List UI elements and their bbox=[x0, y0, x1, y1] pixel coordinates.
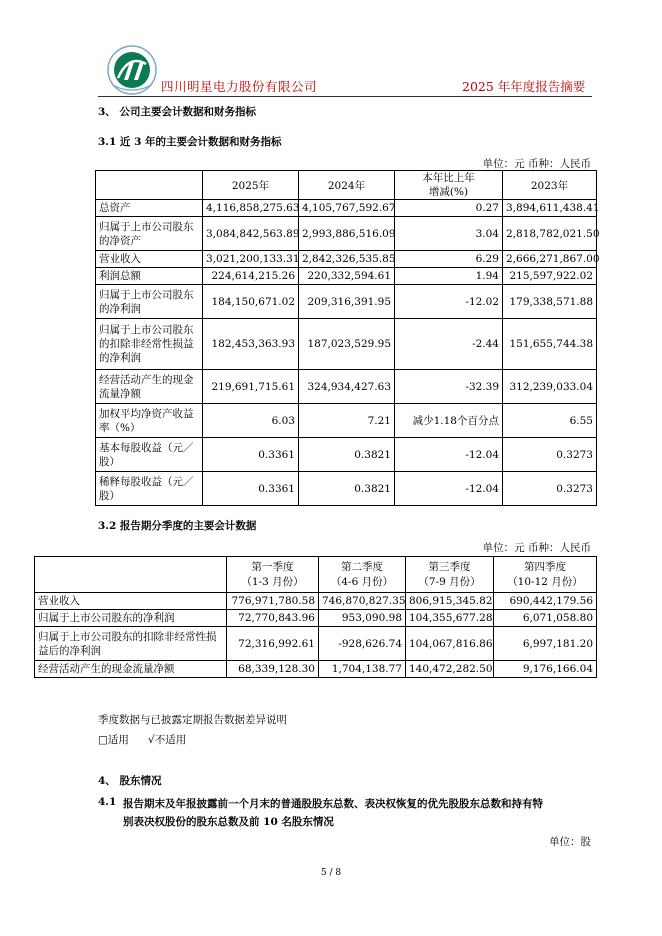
value-cell: 3.04 bbox=[395, 217, 503, 251]
row-label: 营业收入 bbox=[35, 593, 227, 610]
value-cell: -2.44 bbox=[395, 319, 503, 370]
table2-header-cell bbox=[319, 557, 406, 593]
table1-header-cell: 2023年 bbox=[503, 171, 597, 200]
value-cell: 215,597,922.02 bbox=[503, 268, 597, 285]
table2-row bbox=[35, 661, 597, 678]
quarter-months: （10-12 月份） bbox=[507, 575, 583, 588]
table1-row bbox=[96, 285, 597, 319]
value-cell: 209,316,391.95 bbox=[299, 285, 395, 319]
quarter-months: （7-9 月份） bbox=[418, 575, 481, 588]
quarter-months: （1-3 月份） bbox=[241, 575, 304, 588]
company-logo bbox=[104, 44, 160, 96]
row-label: 经营活动产生的现金流量净额 bbox=[96, 370, 203, 404]
quarterly-data-table bbox=[34, 556, 597, 678]
table2-unit-line: 单位：元 币种：人民币 bbox=[482, 542, 591, 554]
value-cell: 182,453,363.93 bbox=[203, 319, 299, 370]
value-cell: 220,332,594.61 bbox=[299, 268, 395, 285]
quarter-name: 第一季度 bbox=[251, 560, 294, 573]
value-cell: 0.3361 bbox=[203, 438, 299, 472]
table2-row bbox=[35, 593, 597, 610]
value-cell: 2,842,326,535.85 bbox=[299, 251, 395, 268]
table2-header-cell bbox=[227, 557, 319, 593]
section-3-2-title: 3.2 报告期分季度的主要会计数据 bbox=[98, 520, 257, 532]
discrepancy-note: 季度数据与已披露定期报告数据差异说明 bbox=[98, 714, 287, 726]
row-label: 总资产 bbox=[96, 200, 203, 217]
value-cell: 324,934,427.63 bbox=[299, 370, 395, 404]
value-cell: 2,818,782,021.50 bbox=[503, 217, 597, 251]
value-cell: 806,915,345.82 bbox=[406, 593, 494, 610]
section-3-title: 3、 公司主要会计数据和财务指标 bbox=[98, 106, 256, 118]
value-cell: 3,084,842,563.89 bbox=[203, 217, 299, 251]
value-cell: 72,770,843.96 bbox=[227, 610, 319, 627]
value-cell: 746,870,827.35 bbox=[319, 593, 406, 610]
table1-row bbox=[96, 438, 597, 472]
value-cell: 179,338,571.88 bbox=[503, 285, 597, 319]
value-cell: 6,997,181.20 bbox=[494, 627, 597, 661]
table1-row bbox=[96, 217, 597, 251]
table1-header-cell: 2025年 bbox=[203, 171, 299, 200]
value-cell: 184,150,671.02 bbox=[203, 285, 299, 319]
value-cell: 0.3273 bbox=[503, 438, 597, 472]
value-cell: 9,176,166.04 bbox=[494, 661, 597, 678]
quarter-months: （4-6 月份） bbox=[330, 575, 394, 588]
value-cell: -32.39 bbox=[395, 370, 503, 404]
section-3-1-title: 3.1 近 3 年的主要会计数据和财务指标 bbox=[98, 136, 282, 148]
table1-header-row bbox=[96, 171, 597, 200]
value-cell: 0.3821 bbox=[299, 438, 395, 472]
row-label: 归属于上市公司股东的扣除非经常性损益的净利润 bbox=[96, 319, 203, 370]
report-title: 2025 年年度报告摘要 bbox=[462, 79, 586, 94]
row-label: 归属于上市公司股东的净利润 bbox=[96, 285, 203, 319]
logo-emblem-icon bbox=[104, 44, 160, 96]
value-cell: 68,339,128.30 bbox=[227, 661, 319, 678]
value-cell: 151,655,744.38 bbox=[503, 319, 597, 370]
row-label: 稀释每股收益（元／股） bbox=[96, 472, 203, 506]
section-4-title: 4、 股东情况 bbox=[98, 775, 162, 787]
table2-row bbox=[35, 627, 597, 661]
table1-header-cell bbox=[96, 171, 203, 200]
value-cell: 6,071,058.80 bbox=[494, 610, 597, 627]
quarter-name: 第二季度 bbox=[341, 560, 383, 573]
table1-row bbox=[96, 319, 597, 370]
table1-header-cell: 2024年 bbox=[299, 171, 395, 200]
value-cell: 4,105,767,592.67 bbox=[299, 200, 395, 217]
value-cell: 953,090.98 bbox=[319, 610, 406, 627]
table1-header-cell: 本年比上年 增减(%) bbox=[395, 171, 503, 200]
table1-row bbox=[96, 404, 597, 438]
table1-row bbox=[96, 370, 597, 404]
header-divider bbox=[98, 96, 592, 97]
row-label: 利润总额 bbox=[96, 268, 203, 285]
option-not-applicable: √不适用 bbox=[148, 734, 187, 746]
value-cell: 1,704,138.77 bbox=[319, 661, 406, 678]
value-cell: 104,067,816.86 bbox=[406, 627, 494, 661]
company-name: 四川明星电力股份有限公司 bbox=[161, 79, 318, 94]
value-cell: 7.21 bbox=[299, 404, 395, 438]
value-cell: 4,116,858,275.63 bbox=[203, 200, 299, 217]
row-label: 基本每股收益（元／股） bbox=[96, 438, 203, 472]
table2-header-row bbox=[35, 557, 597, 593]
row-label: 归属于上市公司股东的净利润 bbox=[35, 610, 227, 627]
quarter-name: 第四季度 bbox=[524, 560, 566, 573]
value-cell: -12.04 bbox=[395, 472, 503, 506]
quarter-name: 第三季度 bbox=[428, 560, 471, 573]
value-cell: 0.3273 bbox=[503, 472, 597, 506]
value-cell: -12.04 bbox=[395, 438, 503, 472]
table2-header-cell bbox=[494, 557, 597, 593]
table1-row bbox=[96, 200, 597, 217]
value-cell: 2,993,886,516.09 bbox=[299, 217, 395, 251]
value-cell: 0.3361 bbox=[203, 472, 299, 506]
value-cell: 312,239,033.04 bbox=[503, 370, 597, 404]
value-cell: 187,023,529.95 bbox=[299, 319, 395, 370]
financial-indicators-table bbox=[95, 170, 600, 506]
value-cell: 3,021,200,133.31 bbox=[203, 251, 299, 268]
row-label: 归属于上市公司股东的净资产 bbox=[96, 217, 203, 251]
table2-row bbox=[35, 610, 597, 627]
value-cell: 3,894,611,438.41 bbox=[503, 200, 597, 217]
value-cell: 0.3821 bbox=[299, 472, 395, 506]
value-cell: 72,316,992.61 bbox=[227, 627, 319, 661]
value-cell: 219,691,715.61 bbox=[203, 370, 299, 404]
value-cell: 690,442,179.56 bbox=[494, 593, 597, 610]
value-cell: 6.03 bbox=[203, 404, 299, 438]
section-4-1-title-line2: 别表决权股份的股东总数及前 10 名股东情况 bbox=[123, 816, 334, 828]
table1-row bbox=[96, 472, 597, 506]
row-label: 归属于上市公司股东的扣除非经常性损益后的净利润 bbox=[35, 627, 227, 661]
value-cell: 776,971,780.58 bbox=[227, 593, 319, 610]
table2-header-cell bbox=[406, 557, 494, 593]
section-4-1-number: 4.1 bbox=[98, 796, 117, 808]
row-label: 经营活动产生的现金流量净额 bbox=[35, 661, 227, 678]
table1-row bbox=[96, 268, 597, 285]
value-cell: 1.94 bbox=[395, 268, 503, 285]
row-label: 营业收入 bbox=[96, 251, 203, 268]
value-cell: 2,666,271,867.00 bbox=[503, 251, 597, 268]
value-cell: 6.55 bbox=[503, 404, 597, 438]
value-cell: -928,626.74 bbox=[319, 627, 406, 661]
table1-row bbox=[96, 251, 597, 268]
table2-header-cell bbox=[35, 557, 227, 593]
section-4-1-title-line1: 报告期末及年报披露前一个月末的普通股股东总数、表决权恢复的优先股股东总数和持有特 bbox=[123, 798, 543, 810]
section-4-unit-line: 单位：股 bbox=[549, 836, 591, 848]
option-applicable: □适用 bbox=[98, 734, 129, 746]
value-cell: 6.29 bbox=[395, 251, 503, 268]
value-cell: 224,614,215.26 bbox=[203, 268, 299, 285]
value-cell: 0.27 bbox=[395, 200, 503, 217]
page-number: 5 / 8 bbox=[320, 868, 342, 878]
table1-unit-line: 单位：元 币种：人民币 bbox=[482, 158, 591, 170]
value-cell: 104,355,677.28 bbox=[406, 610, 494, 627]
value-cell: 减少1.18个百分点 bbox=[395, 404, 503, 438]
row-label: 加权平均净资产收益率（%） bbox=[96, 404, 203, 438]
value-cell: -12.02 bbox=[395, 285, 503, 319]
value-cell: 140,472,282.50 bbox=[406, 661, 494, 678]
